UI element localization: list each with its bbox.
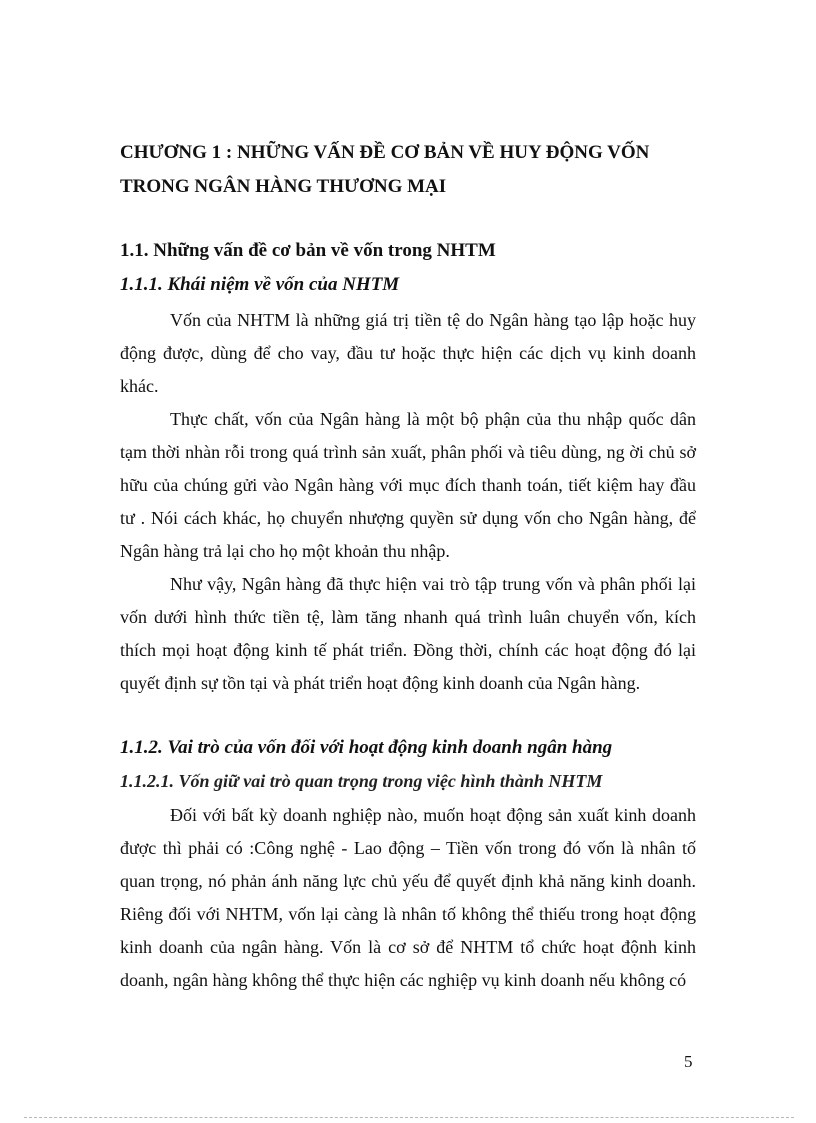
- paragraph-4: Đối với bất kỳ doanh nghiệp nào, muốn hoạt động sản xuất kinh doanh được thì phải có :Công nghệ - Lao động – Tiền vốn trong đó vốn là nhân tố quan trọng, nó phản ánh năng lực chủ yếu để quyết định khả năng kinh doanh. Riêng đối với NHTM, vốn lại càng là nhân tố không thể thiếu trong hoạt động kinh doanh của ngân hàng. Vốn là cơ sở để NHTM tổ chức hoạt độnh kinh doanh, ngân hàng không thể thực hiện các nghiệp vụ kinh doanh nếu không có: [120, 805, 696, 990]
- chapter-title: CHƯƠNG 1 : NHỮNG VẤN ĐỀ CƠ BẢN VỀ HUY ĐỘNG VỐN TRONG NGÂN HÀNG THƯƠNG MẠI: [120, 142, 650, 197]
- page-bottom-rule: [24, 1117, 794, 1118]
- section-heading-1-1-2: 1.1.2. Vai trò của vốn đối với hoạt động kinh doanh ngân hàng: [120, 737, 613, 758]
- section-heading-1-1: 1.1. Những vấn đề cơ bản về vốn trong NHTM: [120, 240, 496, 261]
- paragraph-1: Vốn của NHTM là những giá trị tiền tệ do Ngân hàng tạo lập hoặc huy động được, dùng để cho vay, đầu tư hoặc thực hiện các dịch vụ kinh doanh khác.: [120, 310, 696, 396]
- paragraph-3: Như vậy, Ngân hàng đã thực hiện vai trò tập trung vốn và phân phối lại vốn dưới hình thức tiền tệ, làm tăng nhanh quá trình luân chuyển vốn, kích thích mọi hoạt động kinh tế phát triển. Đồng thời, chính các hoạt động đó lại quyết định sự tồn tại và phát triển hoạt động kinh doanh của Ngân hàng.: [120, 574, 696, 693]
- page-number: 5: [684, 1052, 693, 1071]
- paragraph-2: Thực chất, vốn của Ngân hàng là một bộ phận của thu nhập quốc dân tạm thời nhàn rỗi trong quá trình sản xuất, phân phối và tiêu dùng, ng ời chủ sở hữu của chúng gửi vào Ngân hàng với mục đích thanh toán, tiết kiệm hay đầu tư . Nói cách khác, họ chuyển nhượng quyền sử dụng vốn cho Ngân hàng, để Ngân hàng trả lại cho họ một khoản thu nhập.: [120, 409, 696, 561]
- section-heading-1-1-2-1: 1.1.2.1. Vốn giữ vai trò quan trọng trong việc hình thành NHTM: [120, 771, 603, 791]
- section-heading-1-1-1: 1.1.1. Khái niệm về vốn của NHTM: [120, 274, 400, 295]
